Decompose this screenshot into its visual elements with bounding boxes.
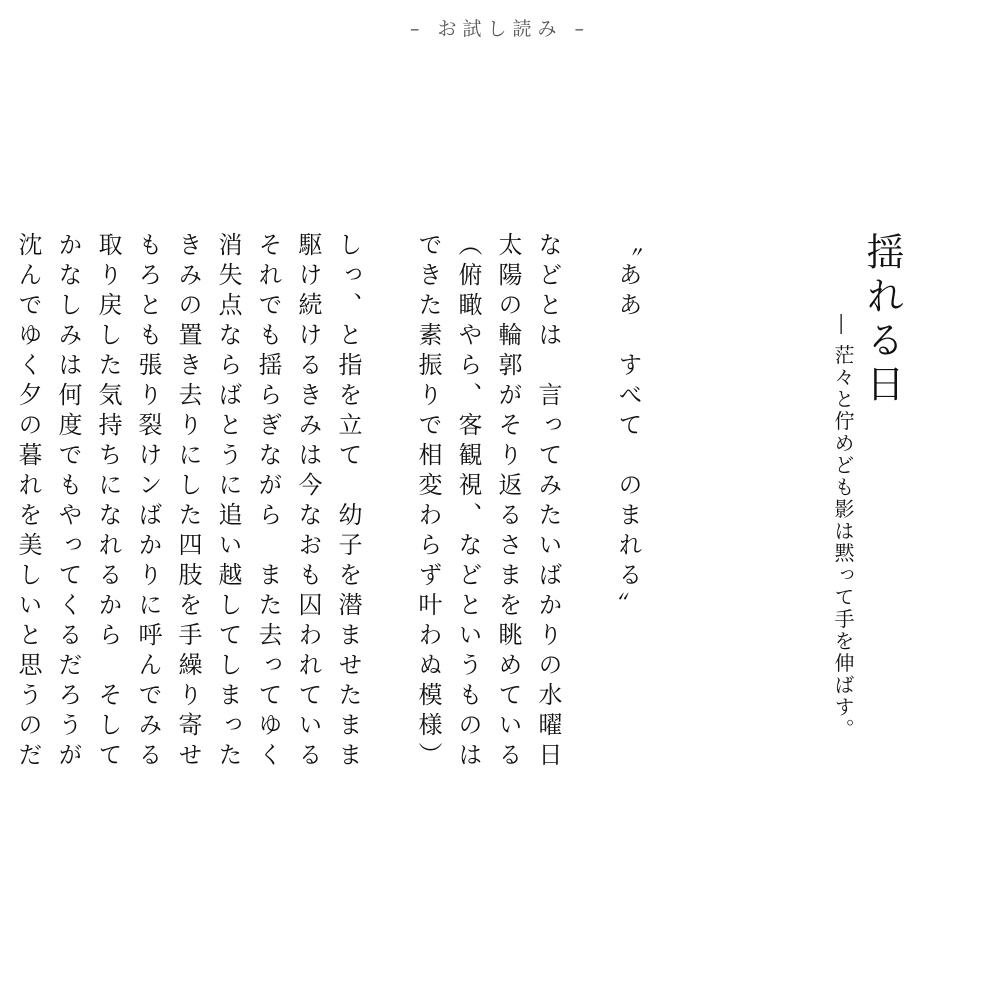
poem-line: 消失点ならばとうに追い越してしまった <box>214 232 242 772</box>
poem-line: 〝ああ すべて のまれる〟 <box>614 232 642 622</box>
poem-line: 駆け続けるきみは今なおも囚われている <box>294 232 322 772</box>
poem-body <box>14 232 648 772</box>
poem-line: 太陽の輪郭がそり返るさまを眺めている <box>494 232 522 772</box>
poem-line: きみの置き去りにした四肢を手繰り寄せ <box>174 232 202 772</box>
poem-line: 取り戻した気持ちになれるから そして <box>94 232 122 772</box>
poem-line: それでも揺らぎながら また去ってゆく <box>254 232 282 772</box>
stanza-gap <box>368 232 408 752</box>
poem-line: できた素振りで相変わらず叶わぬ模様） <box>414 232 442 772</box>
poem-line: もろとも張り裂けンばかりに呼んでみる <box>134 232 162 772</box>
poem-title: 揺れる日 <box>860 232 904 408</box>
trial-reading-header: – お試し読み – <box>409 18 591 40</box>
stanza-gap <box>568 232 608 752</box>
poem-subtitle: ― 茫々と佇めども影は黙って手を伸ばす。 <box>831 314 855 741</box>
poem-line: かなしみは何度でもやってくるだろうが <box>54 232 82 772</box>
poem-line: 沈んでゆく夕の暮れを美しいと思うのだ <box>14 232 42 772</box>
poem-line: などとは 言ってみたいばかりの水曜日 <box>534 232 562 772</box>
poem-line: （俯瞰やら、客観視、などというものは <box>454 232 482 772</box>
poem-line: しっ、と指を立て 幼子を潜ませたまま <box>334 232 362 772</box>
